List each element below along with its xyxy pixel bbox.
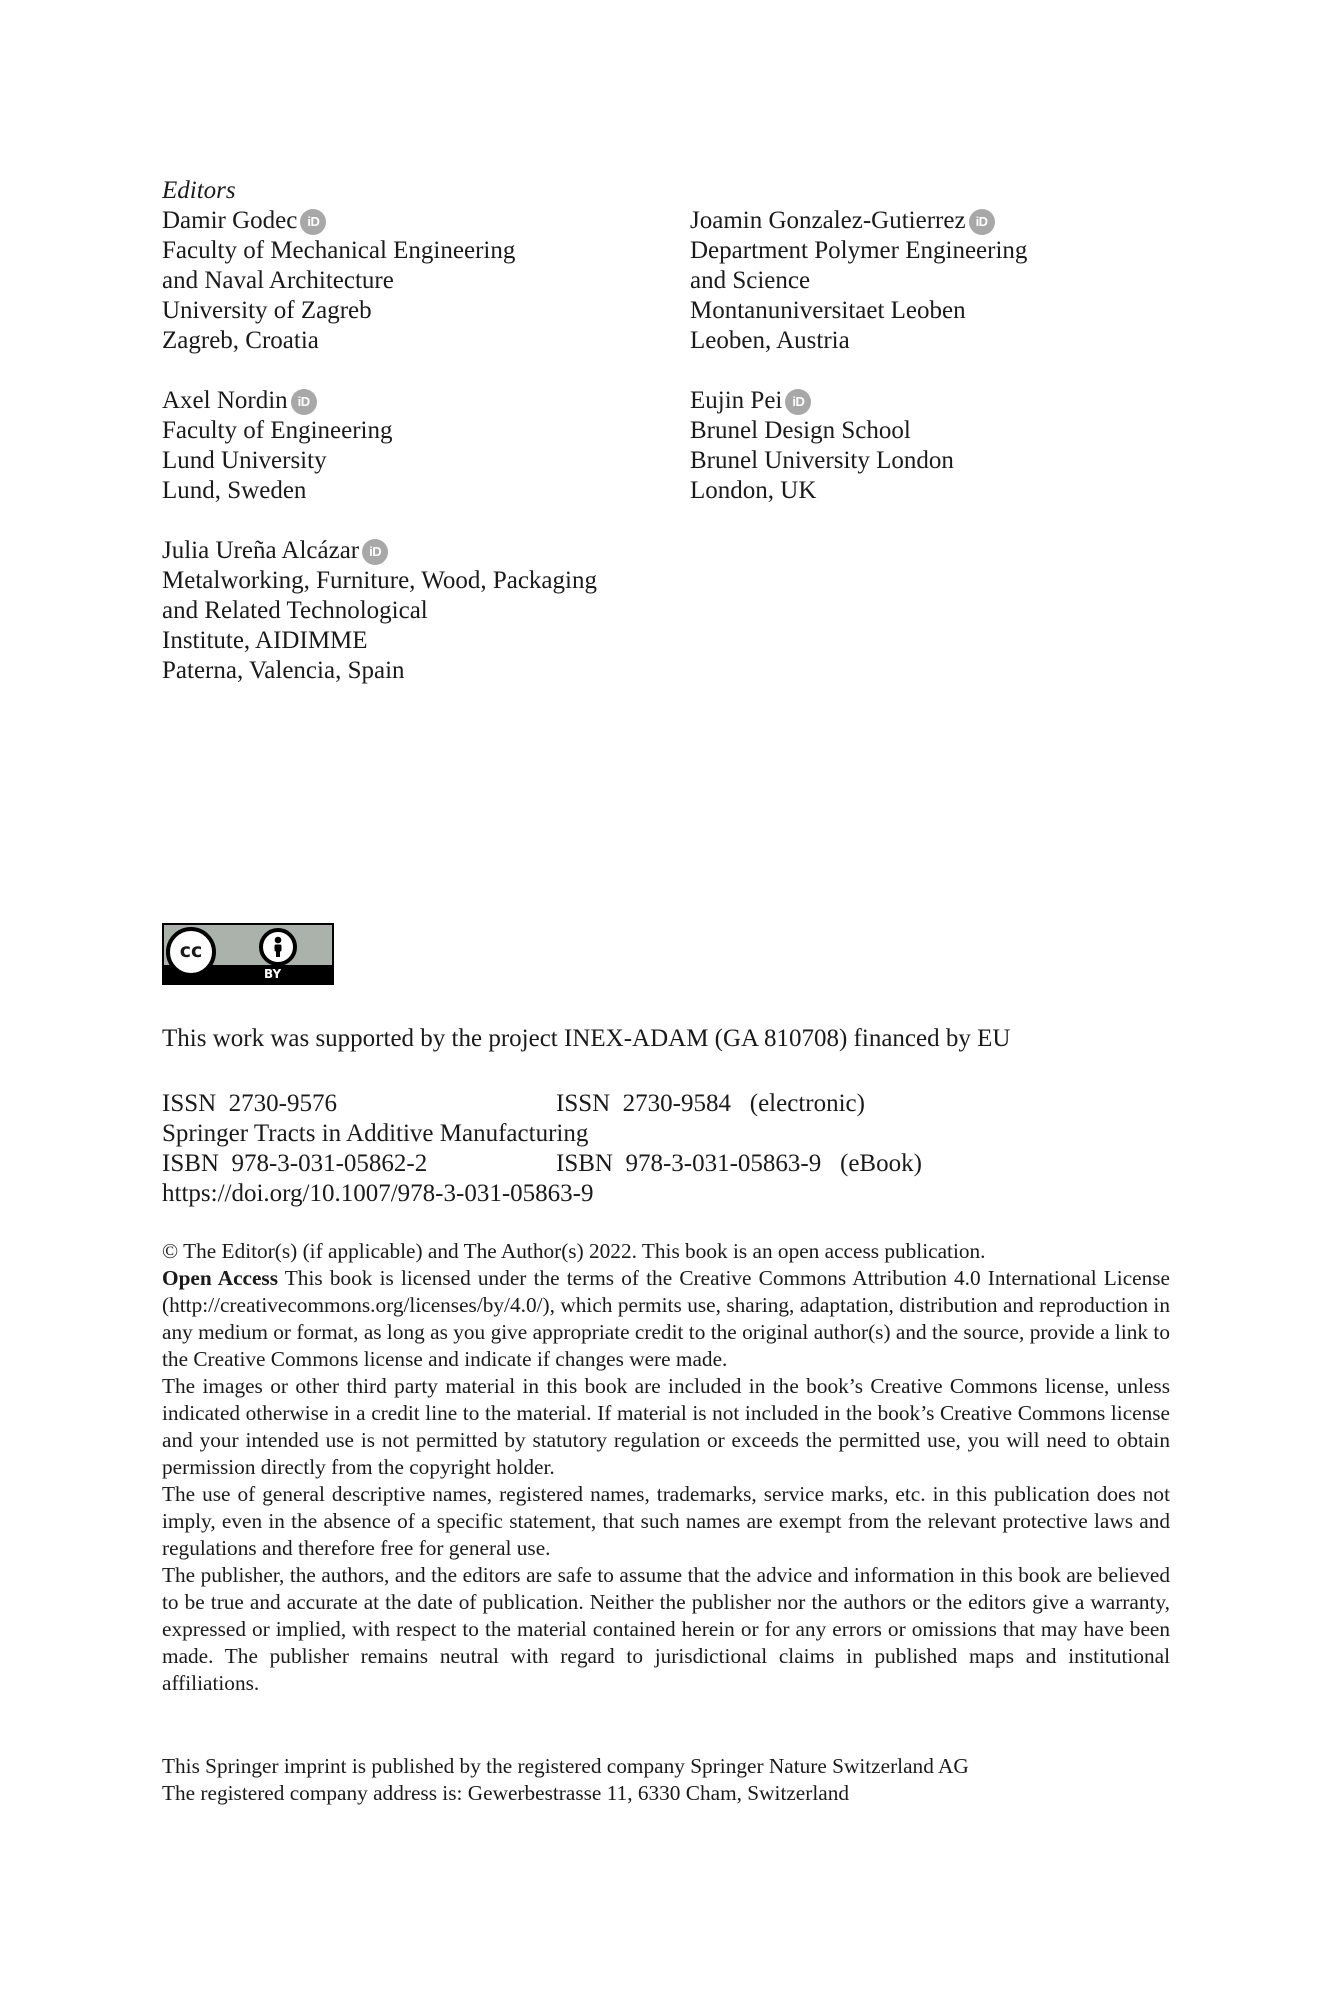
editor-affiliation-line: and Science [690,267,811,294]
cc-icon: cc [166,927,216,977]
editor-name: Eujin Pei [690,387,783,414]
support-statement: This work was supported by the project INEX-ADAM (GA 810708) financed by EU [162,1025,1011,1052]
editor-name: Axel Nordin [162,387,288,414]
open-access-text: This book is licensed under the terms of the Creative Commons Attribution 4.0 International License (http://creativecommons.org/licenses/by/4.0/), which permits use, sharing, adaptation, distribution and reproduction in any medium or format, as long as you give appropriate credit to the original author(s) and the source, provide a link to the Creative Commons license and indicate if changes were made. [162,1266,1170,1371]
editor-affiliation-line: Faculty of Engineering [162,417,393,444]
editor-entry [162,536,597,686]
editor-entry [690,386,954,506]
editor-affiliation-line: University of Zagreb [162,297,372,324]
isbn-ebook: ISBN 978-3-031-05863-9 (eBook) [556,1150,922,1177]
editors-heading: Editors [162,177,236,204]
editor-name: Julia Ureña Alcázar [162,537,360,564]
orcid-icon[interactable]: iD [300,209,326,235]
copyright-block [162,1238,1170,1697]
orcid-icon[interactable]: iD [969,209,995,235]
editor-affiliation-line: Metalworking, Furniture, Wood, Packaging [162,567,597,594]
editor-affiliation-line: Montanuniversitaet Leoben [690,297,966,324]
editor-affiliation-line: Lund, Sweden [162,477,307,504]
images-paragraph: The images or other third party material in this book are included in the book’s Creative Commons license, unless indicated otherwise in a credit line to the material. If material is not included in the book’s Creative Commons license and your intended use is not permitted by statutory regulation or exceeds the permitted use, you will need to obtain permission directly from the copyright holder. [162,1374,1170,1479]
editor-affiliation-line: Faculty of Mechanical Engineering [162,237,516,264]
person-icon [259,928,297,966]
copyright-line: © The Editor(s) (if applicable) and The Author(s) 2022. This book is an open access publication. [162,1239,986,1263]
doi-link[interactable]: https://doi.org/10.1007/978-3-031-05863-9 [162,1180,594,1207]
editor-affiliation-line: Brunel Design School [690,417,911,444]
issn-print: ISSN 2730-9576 [162,1090,338,1117]
editor-affiliation-line: Department Polymer Engineering [690,237,1028,264]
editor-affiliation-line: Zagreb, Croatia [162,327,319,354]
editor-affiliation-line: Leoben, Austria [690,327,850,354]
editor-affiliation-line: Institute, AIDIMME [162,627,368,654]
cc-by-license-badge[interactable] [162,923,334,985]
editor-affiliation-line: Paterna, Valencia, Spain [162,657,405,684]
editor-affiliation-line: Brunel University London [690,447,954,474]
address-line: The registered company address is: Gewerbestrasse 11, 6330 Cham, Switzerland [162,1781,850,1805]
editor-entry [162,386,393,506]
publisher-paragraph: The publisher, the authors, and the editors are safe to assume that the advice and information in this book are believed to be true and accurate at the date of publication. Neither the publisher nor the authors or the editors give a warranty, expressed or implied, with respect to the material contained herein or for any errors or omissions that may have been made. The publisher remains neutral with regard to jurisdictional claims in published maps and institutional affiliations. [162,1563,1170,1695]
editor-name: Joamin Gonzalez-Gutierrez [690,207,966,234]
names-paragraph: The use of general descriptive names, registered names, trademarks, service marks, etc. in this publication does not imply, even in the absence of a specific statement, that such names are exempt from the relevant protective laws and regulations and therefore free for general use. [162,1482,1170,1560]
editor-name: Damir Godec [162,207,298,234]
editor-entry [162,206,515,356]
by-label: BY [264,967,282,981]
isbn-print: ISBN 978-3-031-05862-2 [162,1150,428,1177]
editor-affiliation-line: and Related Technological [162,597,428,624]
editor-affiliation-line: Lund University [162,447,327,474]
orcid-icon[interactable]: iD [291,389,317,415]
orcid-icon[interactable]: iD [785,389,811,415]
open-access-paragraph [162,1265,1170,1373]
imprint-line: This Springer imprint is published by the registered company Springer Nature Switzerland AG [162,1754,969,1778]
series-title: Springer Tracts in Additive Manufacturing [162,1120,589,1147]
editor-affiliation-line: and Naval Architecture [162,267,394,294]
orcid-icon[interactable]: iD [362,539,388,565]
editor-entry [690,206,1027,356]
editor-affiliation-line: London, UK [690,477,817,504]
issn-electronic: ISSN 2730-9584 (electronic) [556,1090,865,1117]
open-access-label: Open Access [162,1266,279,1290]
